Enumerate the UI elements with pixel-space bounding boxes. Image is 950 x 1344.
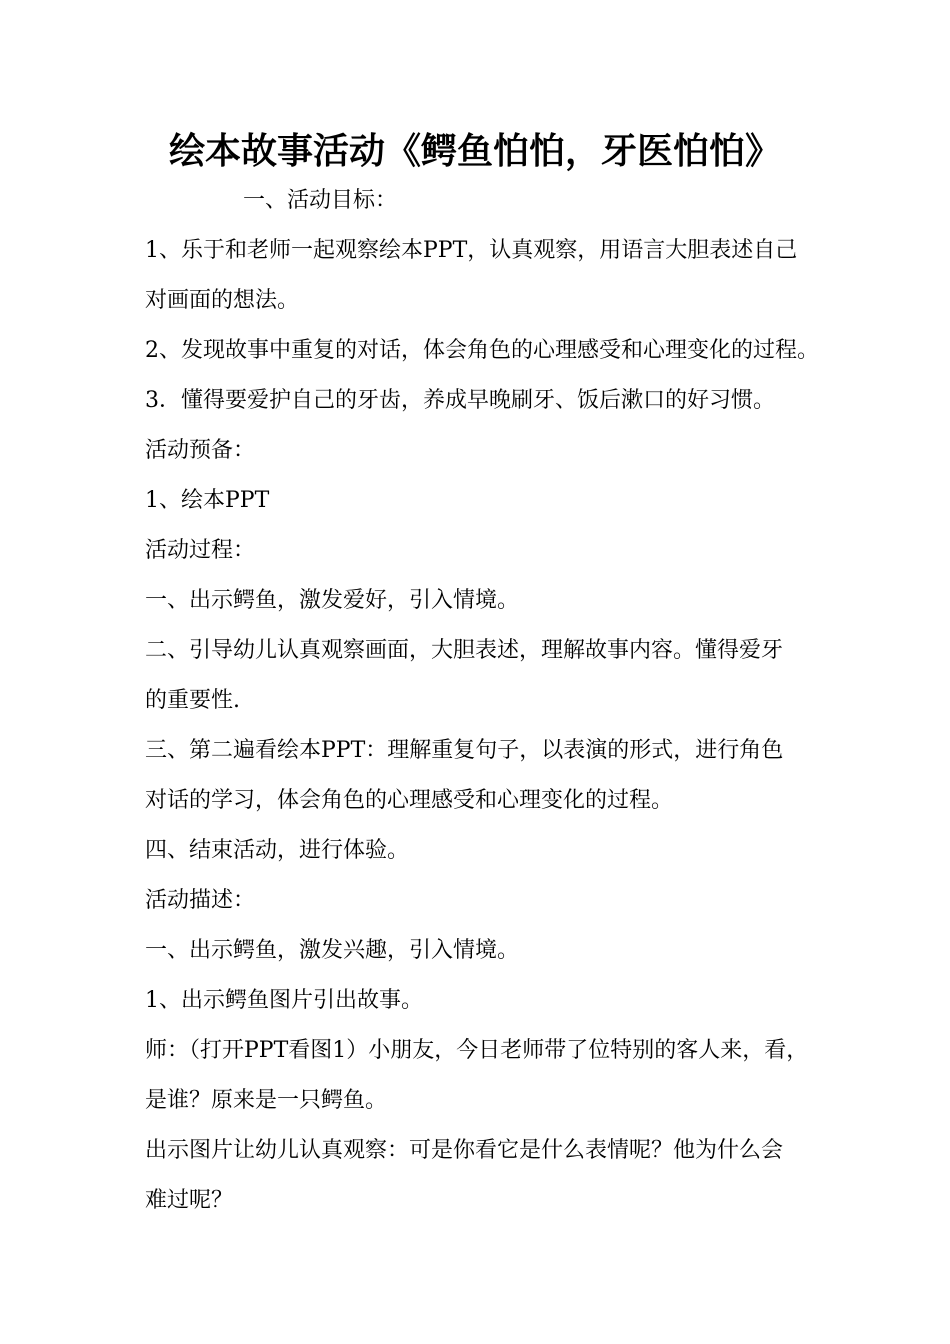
paragraph-line: 出示图片让幼儿认真观察：可是你看它是什么表情呢？他为什么会 (145, 1138, 784, 1163)
section-heading-goals: 一、活动目标： (243, 188, 398, 213)
paragraph-line: 二、引导幼儿认真观察画面，大胆表述，理解故事内容。懂得爱牙 (145, 638, 784, 663)
paragraph-line: 一、出示鳄鱼，激发爱好，引入情境。 (145, 588, 520, 613)
document-title: 绘本故事活动《鳄鱼怕怕，牙医怕怕》 (168, 131, 781, 172)
paragraph-line: 2、发现故事中重复的对话，体会角色的心理感受和心理变化的过程。 (145, 338, 819, 363)
paragraph-line: 难过呢？ (145, 1188, 234, 1213)
paragraph-line: 是谁？原来是一只鳄鱼。 (145, 1088, 388, 1113)
paragraph-line: 3．懂得要爱护自己的牙齿，养成早晚刷牙、饭后漱口的好习惯。 (145, 388, 775, 413)
section-heading-process: 活动过程： (145, 538, 256, 563)
paragraph-line: 师：（打开PPT看图1）小朋友，今日老师带了位特别的客人来，看， (145, 1038, 809, 1063)
paragraph-line: 对画面的想法。 (145, 288, 300, 313)
paragraph-line: 一、出示鳄鱼，激发兴趣，引入情境。 (145, 938, 520, 963)
section-heading-preparation: 活动预备： (145, 438, 256, 463)
paragraph-line: 对话的学习，体会角色的心理感受和心理变化的过程。 (145, 788, 674, 813)
paragraph-line: 四、结束活动，进行体验。 (145, 838, 410, 863)
section-heading-description: 活动描述： (145, 888, 256, 913)
paragraph-line: 三、第二遍看绘本PPT：理解重复句子，以表演的形式，进行角色 (145, 738, 784, 763)
paragraph-line: 1、出示鳄鱼图片引出故事。 (145, 988, 423, 1013)
paragraph-line: 1、乐于和老师一起观察绘本PPT，认真观察，用语言大胆表述自己 (145, 238, 798, 263)
paragraph-line: 1、绘本PPT (145, 488, 270, 513)
paragraph-line: 的重要性. (145, 688, 240, 713)
